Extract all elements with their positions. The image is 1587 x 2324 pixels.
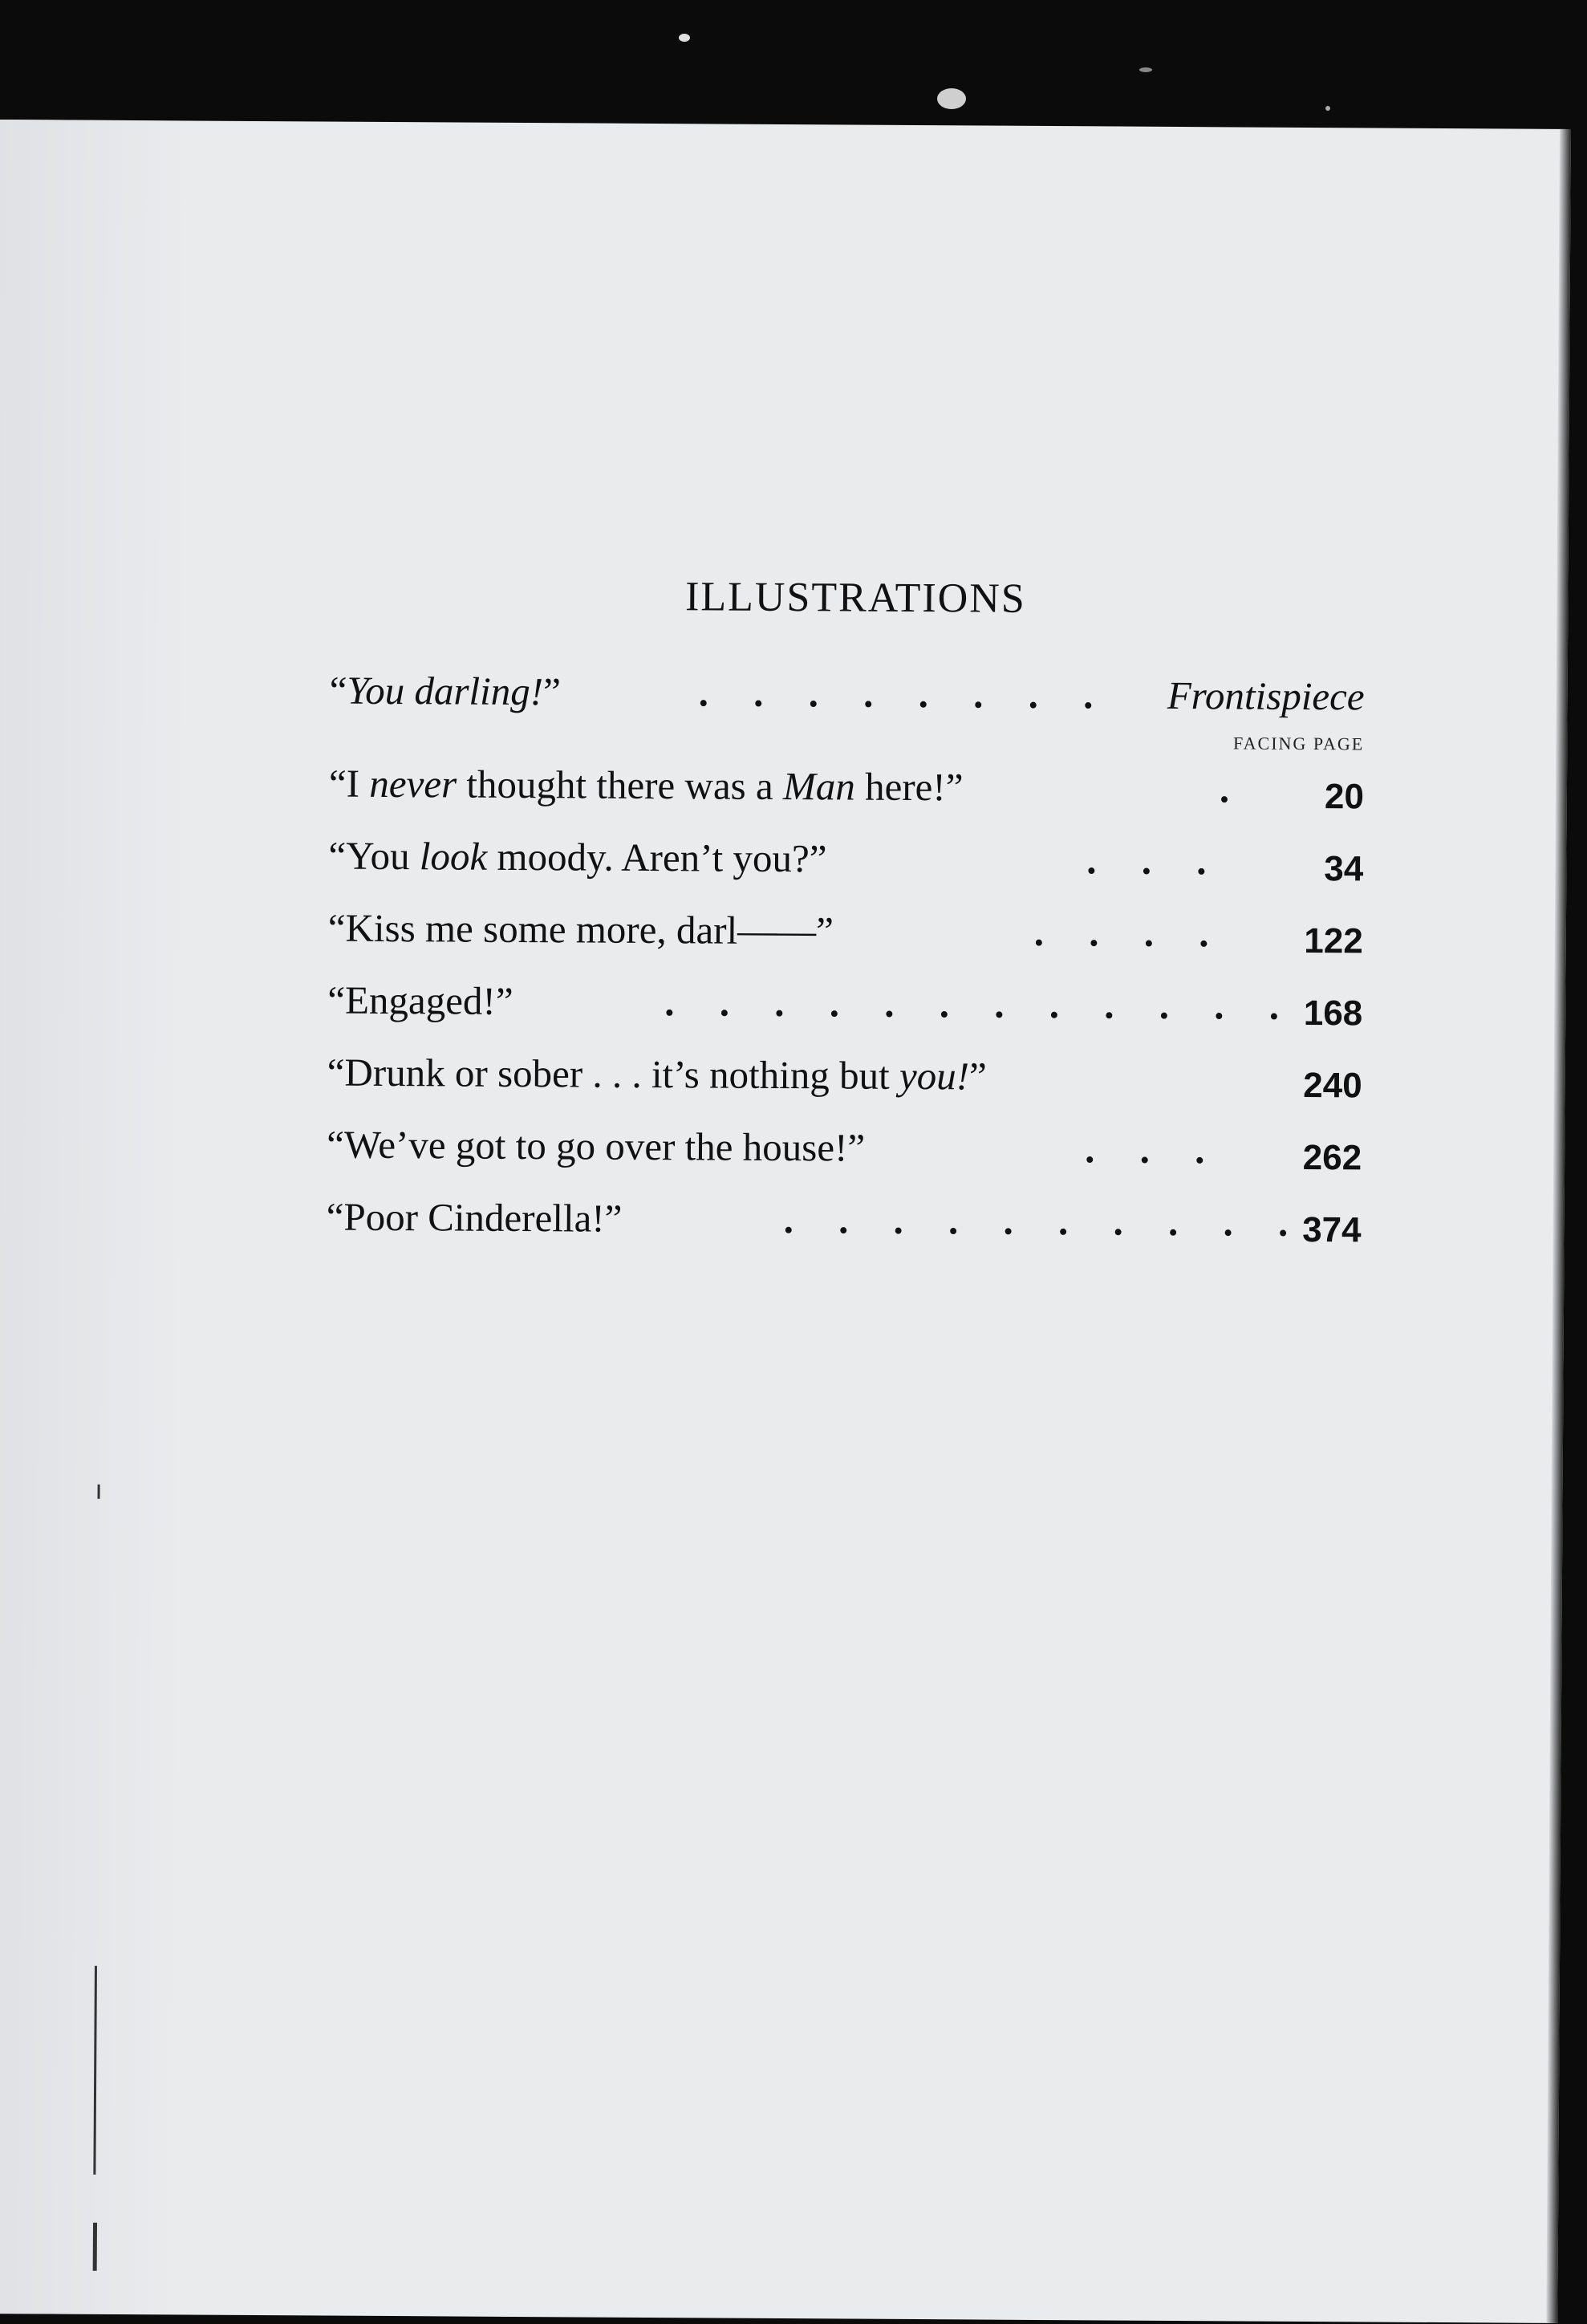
page-title: ILLUSTRATIONS xyxy=(684,574,1026,622)
caption-text: here!” xyxy=(854,764,964,810)
page-number: 240 xyxy=(1303,1065,1362,1106)
dot-leader: . . . xyxy=(1086,838,1224,884)
dot-leader: . . . . xyxy=(1033,909,1227,956)
illustrations-list xyxy=(326,656,1365,1261)
illustration-caption xyxy=(327,1194,623,1241)
page-number: 34 xyxy=(1324,849,1364,889)
page-reference: Frontispiece xyxy=(1167,672,1365,719)
caption-text: “Engaged!” xyxy=(327,977,513,1023)
illustration-row-8 xyxy=(326,1182,1362,1261)
dot-leader: . . . xyxy=(1085,1127,1223,1172)
page-number: 122 xyxy=(1304,920,1363,961)
scan-speck xyxy=(679,34,690,42)
illustration-caption xyxy=(327,1122,865,1171)
dot-leader: . . . . . . . . . . xyxy=(783,1197,1306,1245)
dot-leader: . . . . . . . . xyxy=(698,670,1111,717)
page-number: 262 xyxy=(1302,1137,1362,1178)
caption-text-italic: you! xyxy=(899,1053,970,1099)
illustration-caption xyxy=(329,761,964,811)
scan-speck xyxy=(937,88,966,109)
scan-speck xyxy=(1325,106,1330,111)
illustration-row-6 xyxy=(327,1038,1362,1116)
caption-text: “ xyxy=(329,668,347,713)
illustration-caption xyxy=(330,668,561,715)
illustration-row-5 xyxy=(327,965,1363,1044)
caption-text-italic: never xyxy=(369,761,457,806)
illustration-caption xyxy=(328,833,826,882)
facing-page-label: FACING PAGE xyxy=(1233,733,1365,754)
caption-text: moody. Aren’t you?” xyxy=(487,834,827,881)
page-edge xyxy=(1546,129,1571,2323)
page-number: 20 xyxy=(1324,777,1365,817)
dot-leader: . . . . . . . . . . . . xyxy=(664,980,1297,1028)
binding-tick xyxy=(98,1485,100,1499)
illustration-caption xyxy=(327,1050,987,1099)
illustration-row-3 xyxy=(328,821,1364,900)
binding-mark-lower xyxy=(93,2223,97,2271)
caption-text-italic: You darling! xyxy=(347,668,544,714)
caption-text-italic: look xyxy=(419,834,488,879)
caption-text: ” xyxy=(542,669,561,714)
illustration-row-1 xyxy=(329,656,1365,734)
illustration-caption xyxy=(327,977,513,1024)
caption-text: “Poor Cinderella!” xyxy=(326,1194,623,1241)
caption-text: thought there was a xyxy=(456,762,784,808)
page-number: 168 xyxy=(1303,993,1363,1034)
page-number: 374 xyxy=(1302,1209,1362,1250)
caption-text: “You xyxy=(328,833,420,879)
illustration-caption xyxy=(328,905,834,954)
illustration-row-4 xyxy=(328,893,1364,972)
dot-leader: . xyxy=(1219,766,1248,811)
caption-text: “I xyxy=(328,761,370,806)
caption-text: “We’ve got to go over the house!” xyxy=(327,1122,866,1170)
caption-text: ” xyxy=(968,1054,987,1099)
scan-speck xyxy=(1139,67,1152,72)
caption-text: “Kiss me some more, darl——” xyxy=(327,905,834,953)
caption-text-italic: Man xyxy=(782,763,855,809)
illustration-row-7 xyxy=(327,1110,1362,1188)
caption-text: “Drunk or sober . . . it’s nothing but xyxy=(327,1050,900,1098)
illustration-row-2 xyxy=(329,749,1365,827)
book-page xyxy=(0,120,1571,2323)
